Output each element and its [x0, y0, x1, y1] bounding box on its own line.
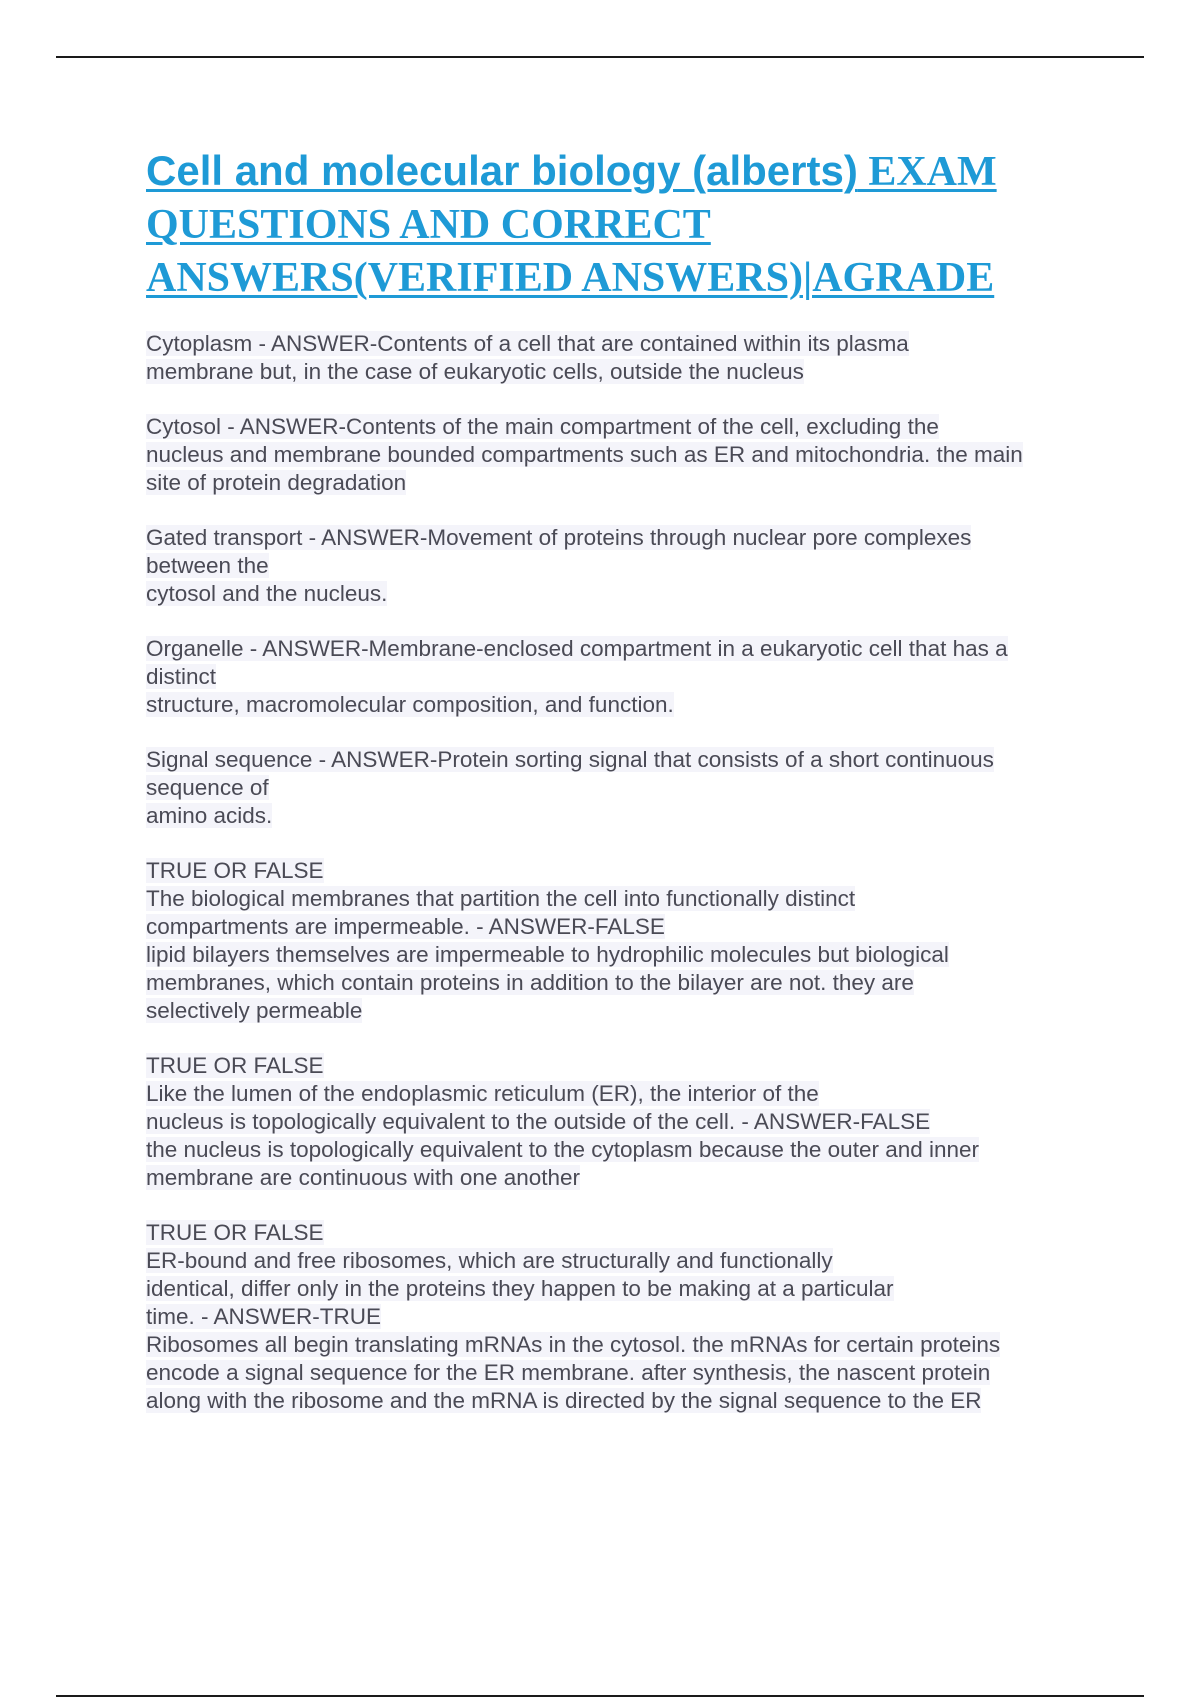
- qa-entry: [146, 857, 1106, 1025]
- entry-line: nucleus and membrane bounded compartments such as ER and mitochondria. the main: [146, 442, 1023, 467]
- qa-entry: [146, 413, 1106, 497]
- qa-entry: [146, 746, 1106, 830]
- entry-line: Signal sequence - ANSWER-Protein sorting signal that consists of a short continuous: [146, 747, 994, 772]
- title-part-2: EXAM QUESTIONS AND CORRECT ANSWERS(VERIFIED ANSWERS)|AGRADE: [146, 149, 997, 301]
- entry-line: ER-bound and free ribosomes, which are structurally and functionally: [146, 1248, 833, 1273]
- bottom-divider: [56, 1695, 1144, 1697]
- document-body: [146, 145, 1106, 1442]
- entry-line: TRUE OR FALSE: [146, 1220, 324, 1245]
- entry-line: lipid bilayers themselves are impermeable to hydrophilic molecules but biological: [146, 942, 949, 967]
- entry-line: amino acids.: [146, 803, 273, 828]
- entry-line: compartments are impermeable. - ANSWER-FALSE: [146, 914, 665, 939]
- entry-line: Gated transport - ANSWER-Movement of proteins through nuclear pore complexes: [146, 525, 972, 550]
- entry-line: TRUE OR FALSE: [146, 858, 324, 883]
- entry-line: Cytoplasm - ANSWER-Contents of a cell that are contained within its plasma: [146, 331, 909, 356]
- entry-line: Like the lumen of the endoplasmic reticulum (ER), the interior of the: [146, 1081, 819, 1106]
- qa-entry: [146, 524, 1106, 608]
- entry-line: membrane but, in the case of eukaryotic cells, outside the nucleus: [146, 359, 804, 384]
- entry-line: membrane are continuous with one another: [146, 1165, 581, 1190]
- entry-line: nucleus is topologically equivalent to the outside of the cell. - ANSWER-FALSE: [146, 1109, 931, 1134]
- qa-list: [146, 330, 1106, 1415]
- entry-line: encode a signal sequence for the ER membrane. after synthesis, the nascent protein: [146, 1360, 991, 1385]
- qa-entry: [146, 330, 1106, 386]
- entry-line: distinct: [146, 664, 217, 689]
- title-part-1: Cell and molecular biology (alberts): [146, 147, 858, 194]
- entry-line: cytosol and the nucleus.: [146, 581, 388, 606]
- entry-line: structure, macromolecular composition, and function.: [146, 692, 674, 717]
- qa-entry: [146, 1219, 1106, 1415]
- qa-entry: [146, 1052, 1106, 1192]
- qa-entry: [146, 635, 1106, 719]
- entry-line: selectively permeable: [146, 998, 363, 1023]
- entry-line: along with the ribosome and the mRNA is directed by the signal sequence to the ER: [146, 1388, 982, 1413]
- top-divider: [56, 56, 1144, 58]
- entry-line: Ribosomes all begin translating mRNAs in the cytosol. the mRNAs for certain proteins: [146, 1332, 1001, 1357]
- entry-line: membranes, which contain proteins in addition to the bilayer are not. they are: [146, 970, 914, 995]
- entry-line: between the: [146, 553, 269, 578]
- entry-line: TRUE OR FALSE: [146, 1053, 324, 1078]
- entry-line: the nucleus is topologically equivalent to the cytoplasm because the outer and inner: [146, 1137, 980, 1162]
- entry-line: identical, differ only in the proteins they happen to be making at a particular: [146, 1276, 894, 1301]
- entry-line: site of protein degradation: [146, 470, 407, 495]
- document-title: [146, 145, 1106, 304]
- entry-line: Organelle - ANSWER-Membrane-enclosed compartment in a eukaryotic cell that has a: [146, 636, 1008, 661]
- entry-line: Cytosol - ANSWER-Contents of the main compartment of the cell, excluding the: [146, 414, 939, 439]
- entry-line: time. - ANSWER-TRUE: [146, 1304, 382, 1329]
- entry-line: The biological membranes that partition the cell into functionally distinct: [146, 886, 856, 911]
- entry-line: sequence of: [146, 775, 269, 800]
